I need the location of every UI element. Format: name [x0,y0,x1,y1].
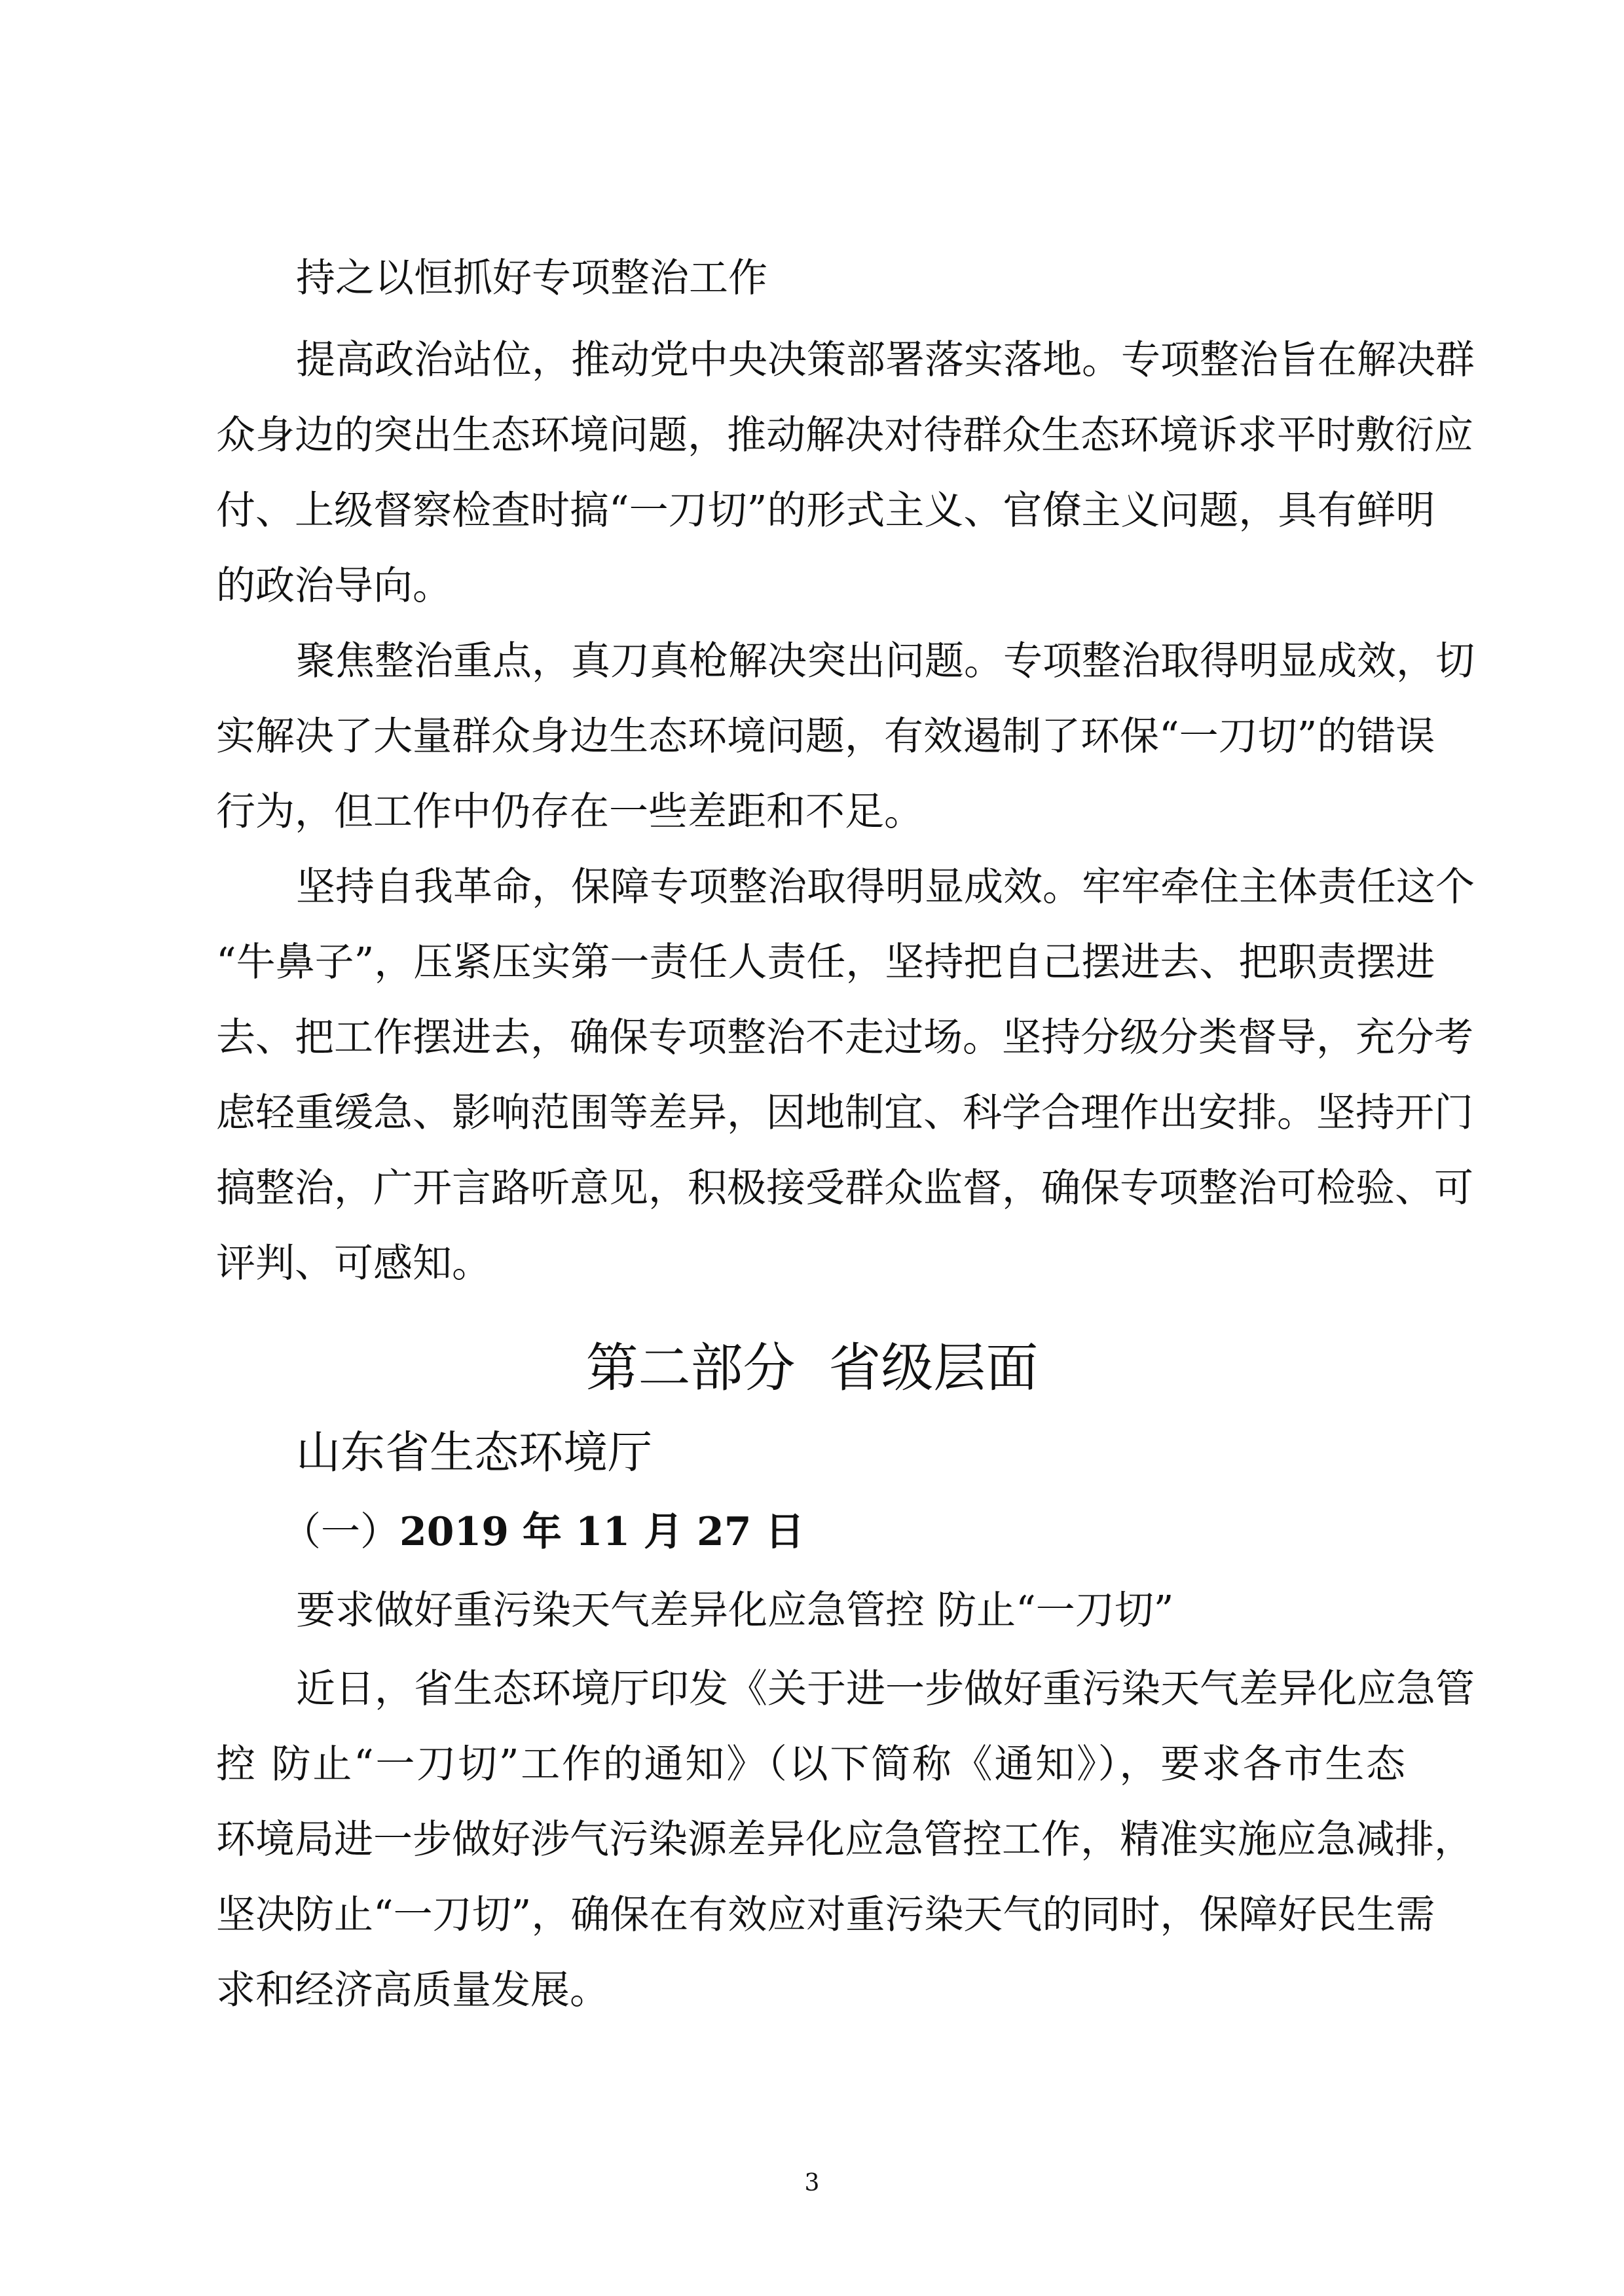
paragraph-line: 行为，但工作中仍存在一些差距和不足。 [216,789,923,835]
part-title: 第二部分 省级层面 [585,1338,1039,1398]
paragraph-line: 虑轻重缓急、影响范围等差异，因地制宜、科学合理作出安排。坚持开门 [216,1090,1473,1136]
paragraph-line: 提高政治站位，推动党中央决策部署落实落地。专项整治旨在解决群 [296,337,1475,383]
page-number: 3 [804,2170,820,2196]
paragraph-line: 搞整治，广开言路听意见，积极接受群众监督，确保专项整治可检验、可 [216,1165,1473,1211]
paragraph-line: 付、上级督察检查时搞“一刀切”的形式主义、官僚主义问题，具有鲜明 [216,488,1435,534]
paragraph-line: 求和经济高质量发展。 [216,1967,609,2013]
paragraph-line: 评判、可感知。 [216,1241,491,1286]
paragraph-line: 坚决防止“一刀切”，确保在有效应对重污染天气的同时，保障好民生需 [216,1892,1435,1938]
paragraph-line: 环境局进一步做好涉气污染源差异化应急管控工作，精准实施应急减排， [216,1817,1473,1863]
paragraph-line: 的政治导向。 [216,563,452,609]
date-heading [282,1506,804,1558]
article-title: 要求做好重污染天气差异化应急管控 防止“一刀切” [296,1588,1174,1633]
paragraph-line: 坚持自我革命，保障专项整治取得明显成效。牢牢牵住主体责任这个 [296,864,1475,910]
paragraph-line: 聚焦整治重点，真刀真枪解决突出问题。专项整治取得明显成效，切 [296,638,1475,684]
date-prefix: （一） [282,1509,399,1555]
section-heading: 持之以恒抓好专项整治工作 [296,255,767,301]
paragraph-line: 控 防止“一刀切”工作的通知》（以下简称《通知》），要求各市生态 [216,1741,1405,1787]
paragraph-line: 近日，省生态环境厅印发《关于进一步做好重污染天气差异化应急管 [296,1666,1475,1712]
paragraph-line: 去、把工作摆进去，确保专项整治不走过场。坚持分级分类督导，充分考 [216,1015,1473,1061]
paragraph-line: 众身边的突出生态环境问题，推动解决对待群众生态环境诉求平时敷衍应 [216,412,1473,458]
paragraph-line: “牛鼻子”，压紧压实第一责任人责任，坚持把自己摆进去、把职责摆进 [216,939,1435,985]
paragraph-line: 实解决了大量群众身边生态环境问题，有效遏制了环保“一刀切”的错误 [216,714,1435,759]
organization-heading: 山东省生态环境厅 [296,1427,653,1479]
date-text: 2019 年 11 月 27 日 [399,1509,805,1555]
